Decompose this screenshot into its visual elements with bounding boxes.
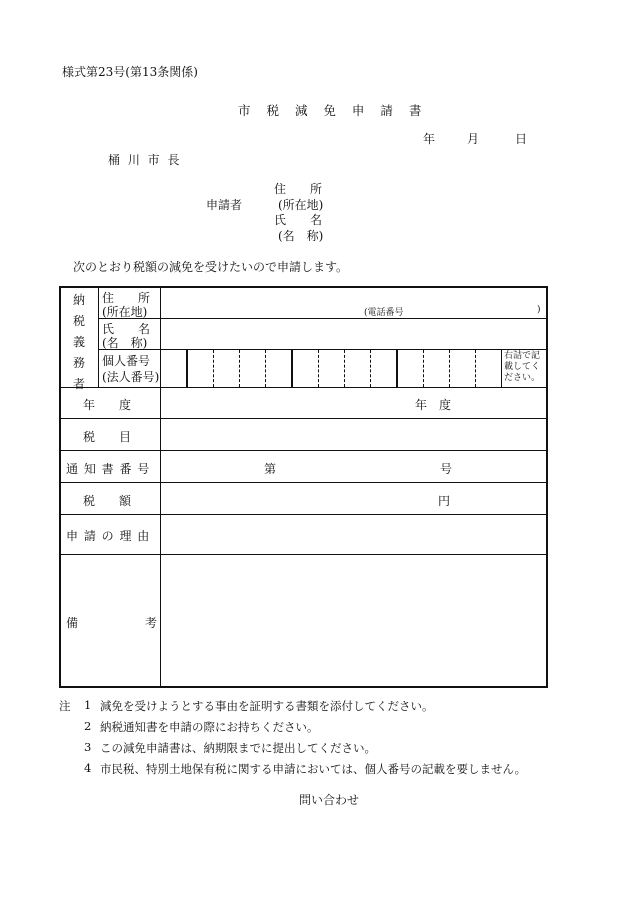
address-field[interactable] [162,290,546,316]
fiscal-year-label: 年 度 [83,398,132,412]
tax-item-label: 税 目 [83,430,132,444]
note-2-number: 2 [84,719,92,733]
contact-heading: 問い合わせ [299,793,360,807]
applicant-address-sub: (所在地) [278,198,324,212]
application-table [59,286,548,688]
reason-field[interactable] [162,516,546,553]
note-1-number: 1 [84,698,92,712]
tax-amount-unit: 円 [438,494,451,508]
phone-label: (電話番号 [364,308,404,318]
tax-amount-field[interactable] [162,484,434,513]
fiscal-year-field[interactable] [162,389,412,417]
id-number-label: 個人番号 [102,354,151,368]
applicant-address-label: 住 所 [274,182,323,196]
id-number-sub: (法人番号) [102,370,160,384]
note-2-text: 納税通知書を申請の際にお持ちください。 [100,720,319,734]
name-sub: (名 称) [102,336,148,350]
notice-number-label: 通 知 書 番 号 [66,462,151,476]
address-sub: (所在地) [102,305,148,319]
remarks-label-left: 備 [66,616,79,630]
addressee: 桶 川 市 長 [108,153,182,167]
phone-close: ) [537,305,541,315]
remarks-field[interactable] [162,556,546,684]
applicant-name-sub: (名 称) [278,229,324,243]
note-4-number: 4 [84,761,92,775]
note-1-text: 減免を受けようとする事由を証明する書類を添付してください。 [100,699,434,713]
notice-number-field[interactable] [281,452,436,481]
notes-prefix: 注 [59,699,71,713]
date-day-label: 日 [515,132,528,146]
name-label: 氏 名 [102,322,151,336]
tax-item-field[interactable] [162,420,546,449]
address-label: 住 所 [102,291,151,305]
note-3-text: この減免申請書は、納期限までに提出してください。 [100,741,376,755]
remarks-label-right: 考 [145,616,158,630]
notice-number-suffix: 号 [440,462,453,476]
form-title: 市 税 減 免 申 請 書 [238,103,428,118]
tax-amount-label: 税 額 [83,494,132,508]
intro-text: 次のとおり税額の減免を受けたいので申請します。 [73,260,349,274]
note-4-text: 市民税、特別土地保有税に関する申請においては、個人番号の記載を要しません。 [100,762,527,776]
date-year-label: 年 [423,132,436,146]
applicant-label: 申請者 [206,198,243,212]
date-month-label: 月 [467,132,480,146]
id-number-field[interactable] [187,351,500,386]
applicant-name-label: 氏 名 [274,213,323,227]
id-number-note: 右詰で記 載してく ださい。 [504,351,541,383]
form-number: 様式第23号(第13条関係) [62,65,198,79]
note-3-number: 3 [84,740,92,754]
notice-number-prefix: 第 [264,462,277,476]
reason-label: 申 請 の 理 由 [66,529,151,543]
fiscal-year-unit: 年 度 [415,398,452,412]
name-field[interactable] [162,320,546,347]
taxpayer-vertical-label: 納 税 義 務 者 [72,293,85,391]
